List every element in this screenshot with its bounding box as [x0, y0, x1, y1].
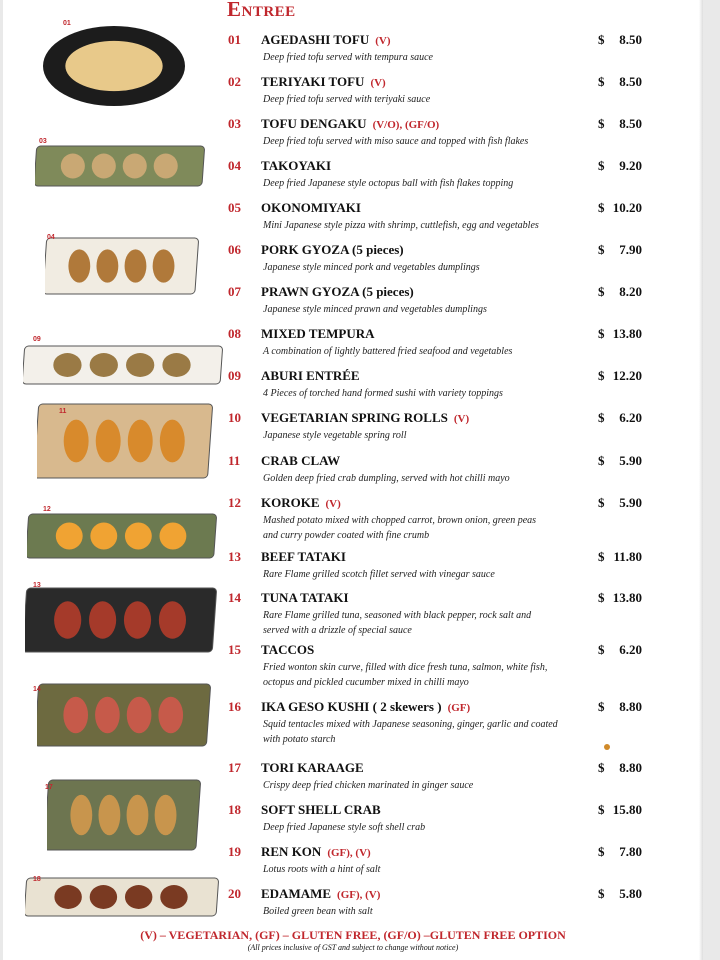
item-name — [261, 116, 439, 132]
food — [153, 249, 175, 282]
item-price — [598, 200, 642, 216]
food — [89, 601, 116, 638]
currency-symbol: $ — [598, 200, 605, 215]
description-line: A combination of lightly battered fried seafood and vegetables — [263, 346, 513, 357]
plate — [23, 346, 223, 384]
food — [96, 420, 121, 463]
currency-symbol: $ — [598, 844, 605, 859]
item-name — [261, 410, 469, 426]
item-description — [263, 50, 623, 65]
item-price — [598, 642, 642, 658]
item-number: 02 — [228, 74, 241, 89]
item-name — [261, 200, 361, 216]
photo-number-label: 01 — [63, 20, 71, 27]
description-line: Fried wonton skin curve, filled with dice fresh tuna, salmon, white fish, — [263, 662, 548, 673]
food — [123, 154, 147, 179]
item-description — [263, 92, 623, 107]
dietary-tag: (GF) — [447, 702, 471, 714]
description-line: and curry powder coated with fine crumb — [263, 530, 430, 541]
price-amount: 15.80 — [612, 802, 642, 817]
item-number: 11 — [228, 453, 241, 468]
item-description — [263, 260, 623, 275]
food — [159, 601, 186, 638]
item-name-text: BEEF TATAKI — [261, 549, 346, 564]
item-number: 15 — [228, 642, 241, 657]
item-name — [261, 368, 360, 384]
item-price — [598, 368, 642, 384]
food — [96, 249, 118, 282]
item-description — [263, 717, 623, 747]
photo-number-label: 13 — [33, 582, 41, 589]
food-photo — [23, 342, 225, 388]
currency-symbol: $ — [598, 802, 605, 817]
price-amount: 8.50 — [619, 116, 642, 131]
item-name-text: TACCOS — [261, 642, 315, 657]
food — [92, 154, 116, 179]
food — [63, 697, 88, 733]
description-line: Squid tentacles mixed with Japanese seasoning, ginger, garlic and coated — [263, 719, 558, 730]
price-amount: 7.90 — [619, 242, 642, 257]
item-price — [598, 158, 642, 174]
food — [70, 795, 92, 836]
food — [68, 249, 90, 282]
food — [160, 420, 185, 463]
price-amount: 7.80 — [619, 844, 642, 859]
item-name — [261, 453, 340, 469]
item-name-text: TORI KARAAGE — [261, 760, 364, 775]
description-line: Mini Japanese style pizza with shrimp, cuttlefish, egg and vegetables — [263, 220, 539, 231]
item-name-text: EDAMAME — [261, 886, 332, 901]
price-amount: 8.50 — [619, 74, 642, 89]
item-name — [261, 326, 375, 342]
food-photo — [37, 680, 213, 750]
plate — [25, 588, 217, 652]
item-description — [263, 344, 623, 359]
item-description — [263, 862, 623, 877]
currency-symbol: $ — [598, 32, 605, 47]
price-amount: 6.20 — [619, 410, 642, 425]
item-number: 14 — [228, 590, 241, 605]
price-amount: 10.20 — [612, 200, 642, 215]
price-amount: 8.50 — [619, 32, 642, 47]
item-description — [263, 660, 623, 690]
description-line: Rare Flame grilled scotch fillet served with vinegar sauce — [263, 569, 495, 580]
food — [159, 522, 186, 549]
description-line: with potato starch — [263, 734, 336, 745]
item-number: 20 — [228, 886, 241, 901]
photo-number-label: 04 — [47, 234, 55, 241]
food — [125, 885, 152, 909]
dietary-legend: (V) – VEGETARIAN, (GF) – GLUTEN FREE, (GF/O) –GLUTEN FREE OPTION — [140, 928, 566, 942]
item-price — [598, 886, 642, 902]
item-name-text: PRAWN GYOZA (5 pieces) — [261, 284, 414, 299]
currency-symbol: $ — [598, 326, 605, 341]
food — [125, 522, 152, 549]
plate — [45, 238, 199, 294]
dietary-tag: (GF), (V) — [337, 889, 381, 901]
currency-symbol: $ — [598, 699, 605, 714]
item-description — [263, 386, 623, 401]
item-name — [261, 284, 414, 300]
photo-number-label: 12 — [43, 506, 51, 513]
item-name-text: AGEDASHI TOFU — [261, 32, 370, 47]
item-name — [261, 590, 349, 606]
item-description — [263, 608, 623, 638]
food — [56, 522, 83, 549]
photo-number-label: 03 — [39, 138, 47, 145]
item-description — [263, 218, 623, 233]
currency-symbol: $ — [598, 590, 605, 605]
item-name-text: REN KON — [261, 844, 322, 859]
item-price — [598, 760, 642, 776]
photo-number-label: 17 — [45, 784, 53, 791]
item-price — [598, 699, 642, 715]
dietary-tag: (GF), (V) — [327, 847, 371, 859]
item-name — [261, 242, 404, 258]
item-name — [261, 802, 381, 818]
food — [54, 601, 81, 638]
food-photo — [35, 142, 207, 190]
item-name-text: IKA GESO KUSHI ( 2 skewers ) — [261, 699, 442, 714]
item-price — [598, 74, 642, 90]
currency-symbol: $ — [598, 284, 605, 299]
description-line: Golden deep fried crab dumpling, served with hot chilli mayo — [263, 473, 510, 484]
description-line: Deep fried Japanese style soft shell crab — [263, 822, 426, 833]
item-name-text: CRAB CLAW — [261, 453, 341, 468]
item-number: 08 — [228, 326, 241, 341]
item-name — [261, 886, 380, 902]
dietary-tag: (V) — [375, 35, 391, 47]
item-name-text: PORK GYOZA (5 pieces) — [261, 242, 404, 257]
item-number: 12 — [228, 495, 241, 510]
price-amount: 8.80 — [619, 699, 642, 714]
photo-number-label: 09 — [33, 336, 41, 343]
plate — [35, 146, 205, 186]
price-amount: 11.80 — [613, 549, 642, 564]
item-number: 05 — [228, 200, 241, 215]
food — [64, 420, 89, 463]
description-line: Japanese style vegetable spring roll — [263, 430, 407, 441]
description-line: Deep fried tofu served with tempura sauce — [263, 52, 433, 63]
plate — [37, 684, 211, 746]
item-number: 10 — [228, 410, 241, 425]
section-title: Entree — [227, 0, 296, 21]
currency-symbol: $ — [598, 242, 605, 257]
food — [127, 795, 149, 836]
item-description — [263, 567, 623, 582]
food — [98, 795, 120, 836]
food-photo — [41, 22, 187, 110]
food — [160, 885, 187, 909]
food-photo — [47, 776, 203, 854]
item-description — [263, 134, 623, 149]
price-amount: 6.20 — [619, 642, 642, 657]
photo-number-label: 18 — [33, 876, 41, 883]
item-name — [261, 32, 391, 48]
food-photo — [45, 234, 201, 298]
price-amount: 13.80 — [612, 590, 642, 605]
description-line: Rare Flame grilled tuna, seasoned with black pepper, rock salt and — [263, 610, 532, 621]
currency-symbol: $ — [598, 158, 605, 173]
description-line: octopus and pickled cucumber mixed in chilli mayo — [263, 677, 469, 688]
description-line: Boiled green bean with salt — [263, 906, 373, 917]
description-line: Japanese style minced pork and vegetables dumplings — [263, 262, 480, 273]
food — [54, 885, 81, 909]
currency-symbol: $ — [598, 368, 605, 383]
item-number: 19 — [228, 844, 241, 859]
description-line: served with a drizzle of special sauce — [263, 625, 412, 636]
currency-symbol: $ — [598, 410, 605, 425]
plate — [27, 514, 217, 558]
item-price — [598, 802, 642, 818]
price-amount: 8.80 — [619, 760, 642, 775]
item-name — [261, 844, 371, 860]
item-description — [263, 302, 623, 317]
item-description — [263, 471, 623, 486]
food — [90, 522, 117, 549]
currency-symbol: $ — [598, 886, 605, 901]
item-name — [261, 74, 386, 90]
item-price — [598, 590, 642, 606]
item-name-text: TERIYAKI TOFU — [261, 74, 365, 89]
food — [61, 154, 85, 179]
currency-symbol: $ — [598, 116, 605, 131]
item-price — [598, 242, 642, 258]
price-amount: 5.90 — [619, 495, 642, 510]
item-name-text: VEGETARIAN SPRING ROLLS — [261, 410, 448, 425]
plate — [47, 780, 201, 850]
photo-number-label: 14 — [33, 686, 41, 693]
item-number: 13 — [228, 549, 241, 564]
food — [162, 353, 190, 377]
food — [158, 697, 183, 733]
item-name-text: KOROKE — [261, 495, 320, 510]
item-name — [261, 549, 346, 565]
item-price — [598, 326, 642, 342]
price-amount: 5.80 — [619, 886, 642, 901]
item-number: 09 — [228, 368, 241, 383]
item-name-text: TAKOYAKI — [261, 158, 332, 173]
price-amount: 8.20 — [619, 284, 642, 299]
description-line: Mashed potato mixed with chopped carrot, brown onion, green peas — [263, 515, 537, 526]
item-number: 03 — [228, 116, 241, 131]
dietary-tag: (V) — [325, 498, 341, 510]
item-name — [261, 642, 314, 658]
item-name — [261, 760, 364, 776]
food — [155, 795, 177, 836]
food-photo — [25, 874, 221, 920]
item-price — [598, 32, 642, 48]
plate — [37, 404, 213, 478]
food — [90, 885, 117, 909]
photo-number-label: 11 — [59, 408, 67, 415]
price-amount: 13.80 — [612, 326, 642, 341]
plate — [25, 878, 219, 916]
food — [128, 420, 153, 463]
food-photo — [25, 584, 219, 656]
currency-symbol: $ — [598, 495, 605, 510]
item-name-text: SOFT SHELL CRAB — [261, 802, 381, 817]
item-name — [261, 495, 341, 511]
food — [125, 249, 147, 282]
price-amount: 9.20 — [619, 158, 642, 173]
price-amount: 12.20 — [612, 368, 642, 383]
menu-page — [3, 0, 703, 960]
price-amount: 5.90 — [619, 453, 642, 468]
dietary-tag: (V) — [370, 77, 386, 89]
food — [53, 353, 81, 377]
item-description — [263, 176, 623, 191]
item-price — [598, 116, 642, 132]
food — [90, 353, 118, 377]
description-line: 4 Pieces of torched hand formed sushi with variety toppings — [263, 388, 503, 399]
item-price — [598, 410, 642, 426]
description-line: Lotus roots with a hint of salt — [263, 864, 381, 875]
item-description — [263, 428, 623, 443]
item-price — [598, 844, 642, 860]
decorative-dot — [604, 744, 610, 750]
item-number: 04 — [228, 158, 241, 173]
item-name — [261, 158, 331, 174]
item-number: 17 — [228, 760, 241, 775]
currency-symbol: $ — [598, 453, 605, 468]
item-number: 07 — [228, 284, 241, 299]
item-description — [263, 820, 623, 835]
dietary-tag: (V) — [453, 413, 470, 425]
dietary-tag: (V/O), (GF/O) — [372, 119, 440, 131]
currency-symbol: $ — [598, 760, 605, 775]
item-description — [263, 778, 623, 793]
currency-symbol: $ — [598, 74, 605, 89]
food — [154, 154, 178, 179]
currency-symbol: $ — [598, 549, 605, 564]
description-line: Deep fried tofu served with miso sauce and topped with fish flakes — [263, 136, 529, 147]
item-number: 18 — [228, 802, 241, 817]
food — [126, 353, 154, 377]
food-photo — [27, 510, 219, 562]
description-line: Japanese style minced prawn and vegetables dumplings — [263, 304, 487, 315]
item-price — [598, 453, 642, 469]
description-line: Crispy deep fried chicken marinated in ginger sauce — [263, 780, 474, 791]
description-line: Deep fried tofu served with teriyaki sauce — [263, 94, 431, 105]
item-name-text: OKONOMIYAKI — [261, 200, 361, 215]
item-description — [263, 513, 623, 543]
item-price — [598, 284, 642, 300]
item-number: 16 — [228, 699, 241, 714]
currency-symbol: $ — [598, 642, 605, 657]
item-number: 06 — [228, 242, 241, 257]
item-name-text: TOFU DENGAKU — [261, 116, 367, 131]
item-price — [598, 495, 642, 511]
description-line: Deep fried Japanese style octopus ball with fish flakes topping — [263, 178, 514, 189]
price-note: (All prices inclusive of GST and subject to change without notice) — [247, 943, 459, 952]
item-number: 01 — [228, 32, 241, 47]
item-description — [263, 904, 623, 919]
food — [127, 697, 152, 733]
item-name — [261, 699, 470, 715]
item-name-text: MIXED TEMPURA — [261, 326, 375, 341]
food — [124, 601, 151, 638]
food — [65, 41, 162, 91]
food — [95, 697, 120, 733]
item-price — [598, 549, 642, 565]
item-name-text: TUNA TATAKI — [261, 590, 349, 605]
item-name-text: ABURI ENTRÉE — [261, 368, 360, 383]
